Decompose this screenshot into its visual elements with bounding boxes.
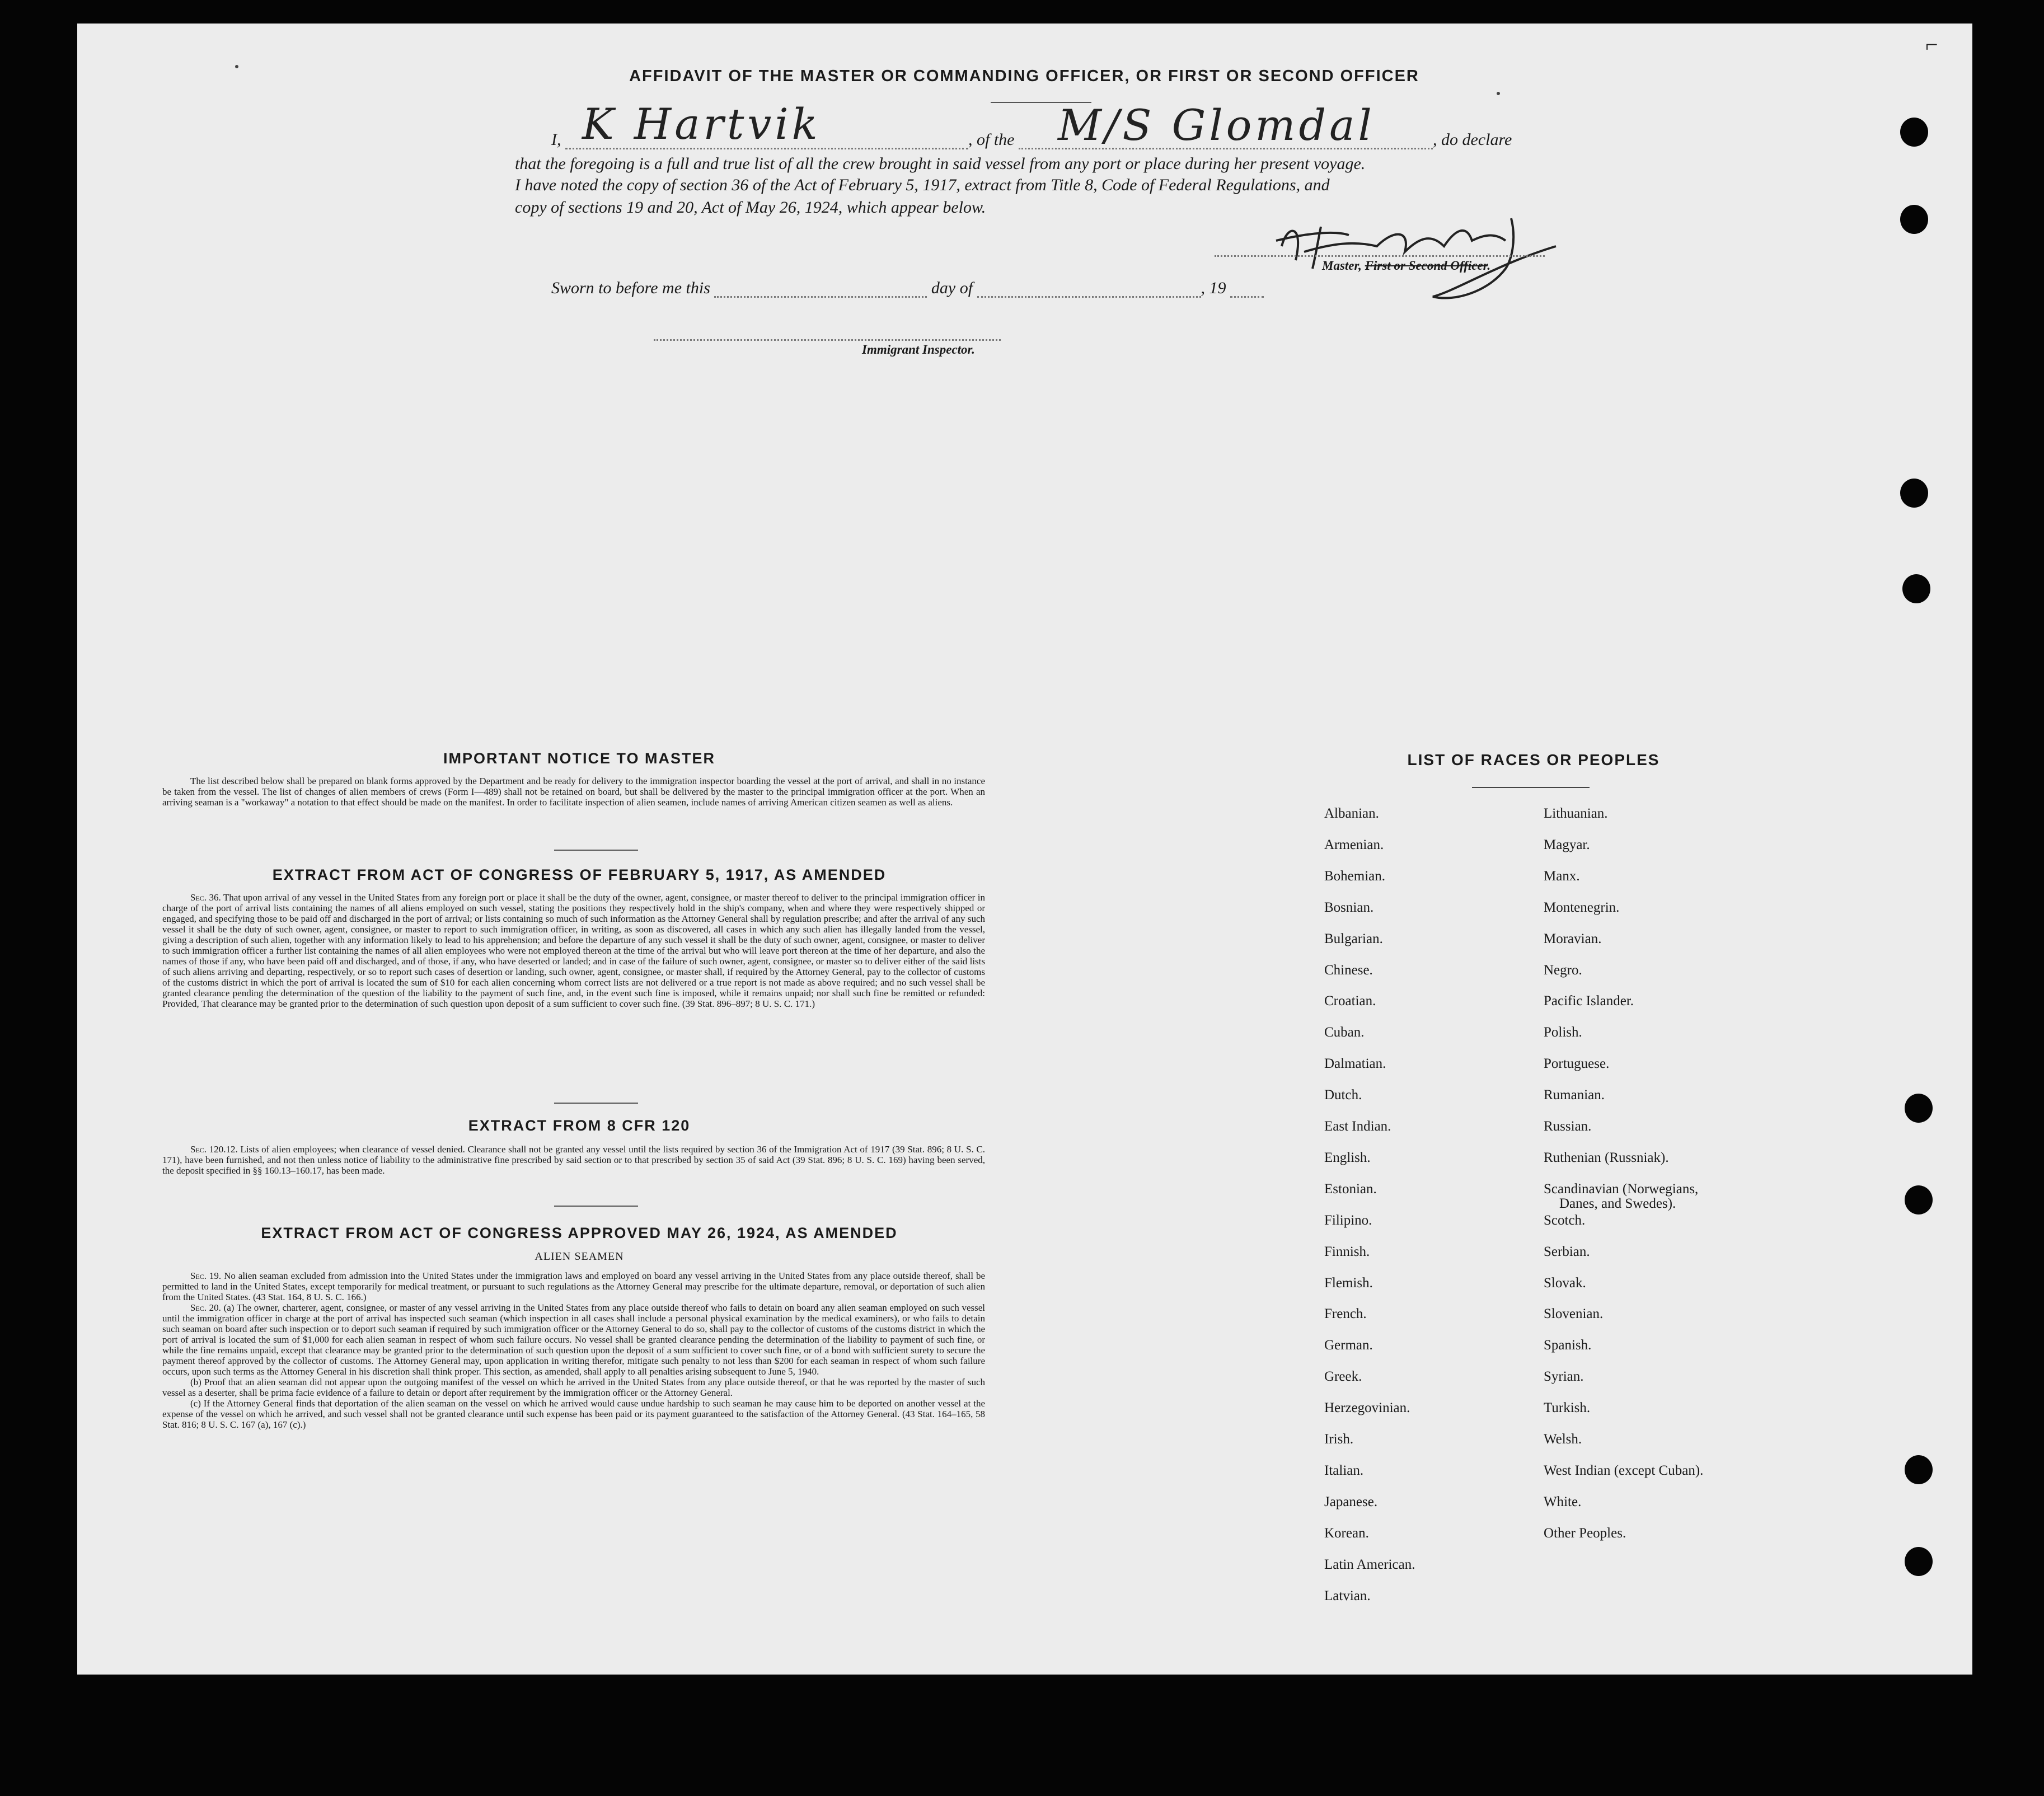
section-20a-paragraph — [162, 1302, 985, 1377]
notice-title: IMPORTANT NOTICE TO MASTER — [443, 750, 715, 767]
race-item: Turkish. — [1544, 1400, 1591, 1416]
race-item: Scandinavian (Norwegians, — [1544, 1181, 1699, 1197]
race-item: Albanian. — [1324, 806, 1379, 821]
race-item: English. — [1324, 1150, 1371, 1165]
notice-text — [162, 776, 985, 808]
section-20a-body: (a) The owner, charterer, agent, consignee, or master of any vessel arriving in the United States from any place outside thereof who fails to detain on board any alien seaman employed on such vessel until the immigration officer in charge at the port of arrival has inspected such seaman (which inspection in all cases shall include a personal physical examination by the medical examiners), or who fails to detain such seaman on board after such inspection or to deport such seaman if required by such immigration officer or the Attorney General to do so, shall pay to the collector of customs of the customs district in which the port of arrival is located the sum of $1,000 for each alien seaman in respect of whom such failure occurs. No vessel shall be granted clearance pending the determination of the liability to payment of such fine, or while the fine remains unpaid, except that clearance may be granted prior to the determination of such question upon the deposit of a sum sufficient to cover such fine, or of a bond with sufficient surety to secure the payment thereof approved by the collector of customs. The Attorney General may, upon application in writing therefor, mitigate such penalty to not less than $200 for each seaman in respect of whom such failure occurs, upon such terms as the Attorney General in his discretion shall think proper. This section, as amended, shall apply to all penalties arising subsequent to June 5, 1940. — [162, 1302, 985, 1377]
race-item: West Indian (except Cuban). — [1544, 1462, 1704, 1478]
speck — [235, 65, 238, 68]
race-item: Lithuanian. — [1544, 806, 1608, 821]
section-rule — [554, 850, 638, 851]
races-title: LIST OF RACES OR PEOPLES — [1407, 751, 1660, 768]
section-120-label: Sec. 120.12. — [190, 1144, 238, 1155]
do-declare-label: , do declare — [1433, 130, 1512, 149]
vessel-name-handwritten: M/S Glomdal — [1058, 100, 1375, 150]
section-36-paragraph — [162, 892, 985, 1009]
race-item: Finnish. — [1324, 1244, 1370, 1259]
race-item: Slovenian. — [1544, 1306, 1604, 1322]
race-item: German. — [1324, 1338, 1373, 1353]
extract-cfr-text — [162, 1144, 985, 1176]
race-item: Latvian. — [1324, 1588, 1371, 1603]
race-item: Bulgarian. — [1324, 931, 1383, 946]
race-item: Korean. — [1324, 1525, 1369, 1541]
inspector-line — [654, 339, 1001, 341]
race-item: East Indian. — [1324, 1119, 1391, 1134]
race-item: Russian. — [1544, 1119, 1592, 1134]
master-name-field — [565, 99, 968, 149]
notice-paragraph: The list described below shall be prepared on blank forms approved by the Department and be ready for delivery to the immigration inspector boarding the vessel at the port of arrival, and shall in no instance be taken from the vessel. The list of changes of alien members of crews (Form I—489) shall not be retained on board, but shall be delivered by the master to the principal immigration officer at the port. When an arriving seaman is a "workaway" a notation to that effect should be made on the manifest. In order to facilitate inspection of alien seamen, include names of arriving American citizen seamen as well as aliens. — [162, 776, 985, 808]
signature-label — [1322, 259, 1490, 273]
affidavit-title: AFFIDAVIT OF THE MASTER OR COMMANDING OFFICER, OR FIRST OR SECOND OFFICER — [629, 67, 1419, 85]
extract-cfr-title: EXTRACT FROM 8 CFR 120 — [468, 1117, 691, 1134]
race-item: Polish. — [1544, 1025, 1582, 1040]
section-120-paragraph — [162, 1144, 985, 1176]
section-rule — [554, 1206, 638, 1207]
i-label: I, — [551, 130, 561, 149]
race-item: Latin American. — [1324, 1556, 1415, 1572]
race-item: Slovak. — [1544, 1275, 1586, 1291]
section-20b-paragraph: (b) Proof that an alien seaman did not appear upon the outgoing manifest of the vessel on which he arrived in the United States from any place outside thereof, or that he was reported by the master of such vessel as a deserter, shall be prima facie evidence of a failure to detain or deport after requirement by the immigration officer or the Attorney General. — [162, 1377, 985, 1399]
affidavit-line-3: I have noted the copy of section 36 of the Act of February 5, 1917, extract from Title 8, Code of Federal Regulations, and — [515, 176, 1330, 194]
signature-label-struck: First or Second Officer — [1365, 259, 1488, 273]
corner-mark: ⌐ — [1925, 32, 1938, 57]
race-item: Bohemian. — [1324, 868, 1386, 884]
race-item: Cuban. — [1324, 1025, 1365, 1040]
races-title-rule — [1472, 787, 1590, 788]
race-item: Herzegovinian. — [1324, 1400, 1410, 1416]
section-36-body: That upon arrival of any vessel in the United States from any foreign port or place it shall be the duty of the owner, agent, consignee, or master thereof to deliver to the principal immigration officer in charge of the port of arrival lists containing the names of all aliens employed on such vessel, stating the positions they respectively hold in the ship's company, when and where they were respectively shipped or engaged, and specifying those to be paid off and discharged in the port of arrival; or lists containing so much of such information as the Attorney General shall by regulation prescribe; and after the arrival of any such vessel it shall be the duty of such owner, agent, consignee, or master to report to such immigration officer, in writing, as soon as discovered, all cases in which any such alien has illegally landed from the vessel, giving a description of such alien, together with any information likely to lead to his apprehension; and before the departure of any such vessel it shall be the duty of such owner, agent, consignee, or master to deliver to such immigration officer a further list containing the names of all alien employees who were not employed thereon at the time of the arrival but who will leave port thereon at the time of her departure, and also the names of those if any, who have been paid off and discharged, and of those, if any, who have deserted or landed; and in case of the failure of such owner, agent, consignee, or master so to deliver either of the said lists of such aliens arriving and departing, respectively, or so to report such cases of desertion or landing, such owner, agent, consignee, or master shall, if required by the Attorney General, pay to the collector of customs of the customs district in which the port of arrival is located the sum of $10 for each alien concerning whom correct lists are not delivered or a true report is not made as above required; and no such vessel shall be granted clearance pending the determination of the question of the liability to the payment of such fine, and, in the event such fine is imposed, while it remains unpaid; nor shall such fine be remitted or refunded: Provided, That clearance may be granted prior to the determination of such question upon deposit of a sum sufficient to cover such fine. (39 Stat. 896–897; 8 U. S. C. 171.) — [162, 892, 985, 1010]
signature-label-master: Master, — [1322, 259, 1365, 273]
punch-hole — [1900, 479, 1928, 508]
race-item: Syrian. — [1544, 1369, 1584, 1385]
punch-hole — [1900, 205, 1928, 234]
punch-hole — [1900, 118, 1928, 147]
race-item: Moravian. — [1544, 931, 1602, 946]
race-item: Serbian. — [1544, 1244, 1590, 1259]
section-20c-paragraph: (c) If the Attorney General finds that deportation of the alien seaman on the vessel on which he arrived would cause undue hardship to such seaman he may cause him to be deported on another vessel at the expense of the vessel on which he arrived, and such vessel shall not be granted clearance until such expense has been paid or its payment guaranteed to the satisfaction of the Attorney General. (43 Stat. 164–165, 58 Stat. 816; 8 U. S. C. 167 (a), 167 (c).) — [162, 1398, 985, 1431]
race-item: Dutch. — [1324, 1087, 1362, 1103]
inspector-label: Immigrant Inspector. — [862, 343, 975, 357]
race-item: Croatian. — [1324, 993, 1376, 1009]
year-label: , 19 — [1201, 279, 1226, 297]
extract-1924-title: EXTRACT FROM ACT OF CONGRESS APPROVED MAY 26, 1924, AS AMENDED — [261, 1225, 898, 1241]
sworn-day-field — [714, 279, 927, 298]
race-item: Montenegrin. — [1544, 899, 1620, 915]
vessel-name-field — [1019, 100, 1433, 150]
extract-1917-text — [162, 892, 985, 1009]
speck — [1497, 92, 1500, 95]
section-19-paragraph — [162, 1270, 985, 1302]
punch-hole — [1905, 1455, 1933, 1484]
race-item: Portuguese. — [1544, 1056, 1610, 1072]
race-item-continuation: Danes, and Swedes). — [1559, 1195, 1676, 1211]
sworn-label: Sworn to before me this — [551, 279, 710, 297]
extract-1917-title: EXTRACT FROM ACT OF CONGRESS OF FEBRUARY 5, 1917, AS AMENDED — [272, 866, 887, 883]
race-item: Ruthenian (Russniak). — [1544, 1150, 1669, 1165]
race-item: Welsh. — [1544, 1432, 1582, 1447]
section-20-label: Sec. 20. — [190, 1302, 221, 1314]
sworn-year-field — [1230, 279, 1264, 298]
section-120-body: Lists of alien employees; when clearance of vessel denied. Clearance shall not be granted any vessel until the lists required by section 36 of the Immigration Act of 1917 (39 Stat. 896; 8 U. S. C. 171), have been furnished, and not then unless notice of liability to the administrative fine prescribed by said section or to that prescribed by section 35 of said Act (39 Stat. 896; 8 U. S. C. 169) having been served, the deposit specified in §§ 160.13–160.17, has been made. — [162, 1144, 985, 1176]
section-rule — [554, 1103, 638, 1104]
day-of-label: day of — [931, 279, 973, 297]
extract-1924-text — [162, 1270, 985, 1430]
race-item: White. — [1544, 1494, 1582, 1509]
race-item: Irish. — [1324, 1432, 1354, 1447]
signature-label-end: . — [1487, 259, 1491, 273]
race-item: Pacific Islander. — [1544, 993, 1634, 1009]
punch-hole — [1905, 1094, 1933, 1123]
race-item: French. — [1324, 1306, 1367, 1322]
punch-hole — [1905, 1547, 1933, 1576]
race-item: Rumanian. — [1544, 1087, 1605, 1103]
alien-seamen-subtitle: ALIEN SEAMEN — [535, 1250, 624, 1263]
affidavit-line-1 — [551, 99, 1512, 150]
sworn-month-field — [977, 279, 1201, 298]
affidavit-line-4: copy of sections 19 and 20, Act of May 26, 1924, which appear below. — [515, 198, 986, 217]
of-the-label: , of the — [968, 130, 1015, 149]
punch-hole — [1902, 574, 1930, 603]
race-item: Chinese. — [1324, 962, 1373, 978]
race-item: Japanese. — [1324, 1494, 1378, 1509]
section-19-body: No alien seaman excluded from admission into the United States under the immigration laws and employed on board any vessel arriving in the United States from any place outside thereof, shall be permitted to land in the United States, except temporarily for medical treatment, or pursuant to such regulations as the Attorney General may prescribe for the ultimate departure, removal, or deportation of such alien from the United States. (43 Stat. 164, 8 U. S. C. 166.) — [162, 1270, 985, 1303]
master-name-handwritten: K Hartvik — [582, 99, 821, 149]
race-item: Negro. — [1544, 962, 1582, 978]
race-item: Scotch. — [1544, 1212, 1586, 1228]
section-36-label: Sec. 36. — [190, 892, 221, 903]
race-item: Filipino. — [1324, 1212, 1372, 1228]
sworn-line — [551, 279, 1264, 298]
section-19-label: Sec. 19. — [190, 1270, 222, 1281]
race-item: Magyar. — [1544, 837, 1590, 852]
punch-hole — [1905, 1185, 1933, 1214]
race-item: Italian. — [1324, 1462, 1364, 1478]
affidavit-line-2: that the foregoing is a full and true list of all the crew brought in said vessel from any port or place during her present voyage. — [515, 154, 1366, 173]
race-item: Armenian. — [1324, 837, 1384, 852]
race-item: Greek. — [1324, 1369, 1362, 1385]
race-item: Bosnian. — [1324, 899, 1374, 915]
race-item: Other Peoples. — [1544, 1525, 1626, 1541]
race-item: Dalmatian. — [1324, 1056, 1386, 1072]
race-item: Flemish. — [1324, 1275, 1373, 1291]
race-item: Spanish. — [1544, 1338, 1592, 1353]
race-item: Estonian. — [1324, 1181, 1377, 1197]
race-item: Manx. — [1544, 868, 1580, 884]
signature-line — [1215, 255, 1545, 257]
